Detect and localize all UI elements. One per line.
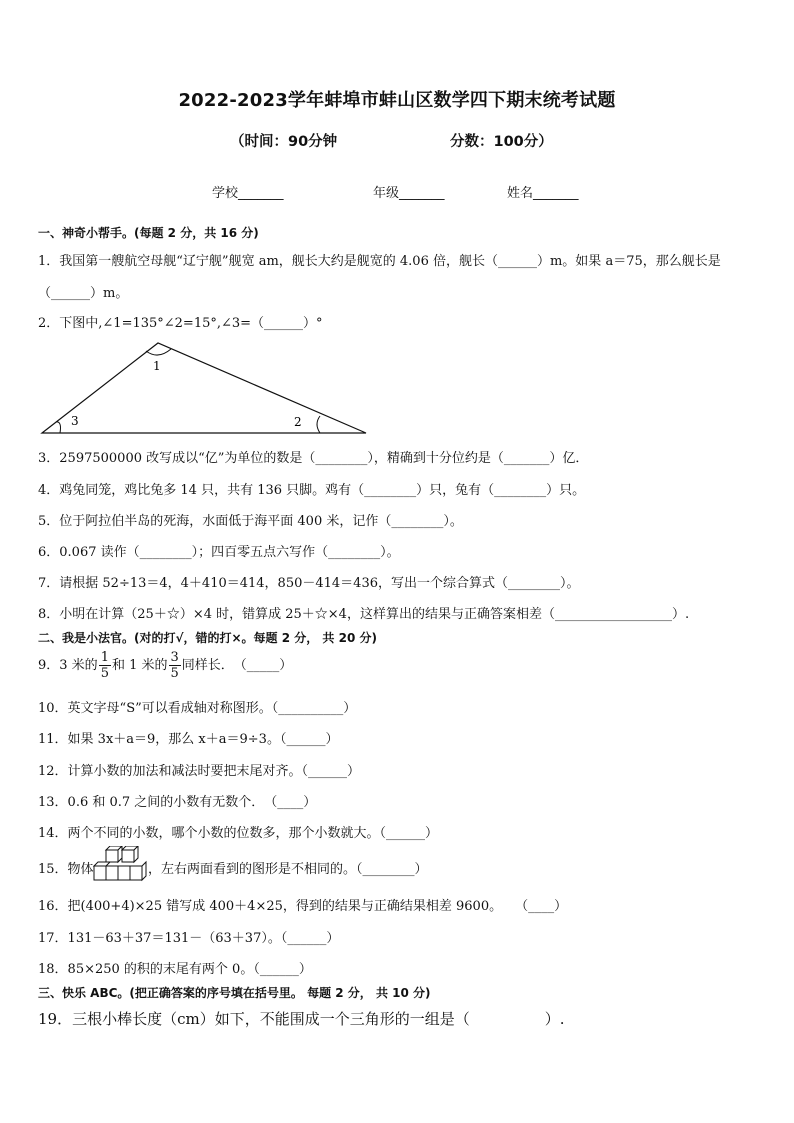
angle-2-label: 2 — [294, 415, 302, 429]
question-18: 18．85×250 的积的末尾有两个 0。（______） — [38, 962, 312, 977]
question-17: 17．131－63＋37＝131－（63＋37）。（______） — [38, 931, 340, 946]
question-16: 16．把(400+4)×25 错写成 400＋4×25，得到的结果与正确结果相差 9600。 （____） — [38, 899, 568, 914]
question-14: 14．两个不同的小数，哪个小数的位数多，那个小数就大。（______） — [38, 826, 439, 841]
section-heading-1: 一、神奇小帮手。(每题 2 分，共 16 分) — [38, 226, 259, 240]
question-4: 4．鸡兔同笼，鸡比兔多 14 只，共有 136 只脚。鸡有（________）只，兔有（________）只。 — [38, 483, 586, 498]
grade-field: 年级_______ — [373, 186, 445, 201]
question-19: 19．三根小棒长度（cm）如下，不能围成一个三角形的一组是（ ）. — [38, 1010, 565, 1028]
cube-stack-figure — [92, 846, 148, 884]
triangle-figure — [38, 338, 378, 438]
question-9-pre: 9．3 米的 — [38, 658, 98, 673]
question-10: 10．英文字母“S”可以看成轴对称图形。（__________） — [38, 701, 357, 716]
question-5: 5．位于阿拉伯半岛的死海，水面低于海平面 400 米，记作（________）。 — [38, 514, 463, 529]
page-title: 2022-2023学年蚌埠市蚌山区数学四下期末统考试题 — [178, 90, 616, 111]
question-9-mid: 和 1 米的 — [111, 658, 168, 673]
exam-score: 分数：100分） — [450, 134, 553, 150]
question-8: 8．小明在计算（25＋☆）×4 时，错算成 25＋☆×4，这样算出的结果与正确答案相差（__________________）. — [38, 607, 690, 622]
question-7: 7．请根据 52÷13＝4，4＋410＝414，850－414＝436，写出一个综合算式（________）。 — [38, 576, 580, 591]
question-1: 1．我国第一艘航空母舰“辽宁舰”舰宽 am，舰长大约是舰宽的 4.06 倍，舰长（______）m。如果 a＝75，那么舰长是 — [38, 254, 721, 269]
question-2: 2．下图中,∠1=135°∠2=15°,∠3=（______）° — [38, 316, 323, 331]
fraction-three-fifths: $\frac{3}{5}$ — [170, 650, 179, 681]
question-15-post: ，左右两面看到的图形是不相同的。（________） — [148, 862, 428, 877]
name-field: 姓名_______ — [507, 186, 579, 201]
question-9 — [38, 650, 292, 681]
question-13: 13．0.6 和 0.7 之间的小数有无数个． （____） — [38, 795, 317, 810]
section-heading-2: 二、我是小法官。(对的打√，错的打×。每题 2 分， 共 20 分) — [38, 631, 377, 645]
question-12: 12．计算小数的加法和减法时要把末尾对齐。（______） — [38, 764, 361, 779]
fraction-one-fifth: $\frac{1}{5}$ — [100, 650, 109, 681]
question-9-post: 同样长． （_____） — [181, 658, 293, 673]
question-6: 6．0.067 读作（________）；四百零五点六写作（________）。 — [38, 545, 400, 560]
question-11: 11．如果 3x＋a＝9，那么 x＋a＝9÷3。（______） — [38, 732, 339, 747]
section-heading-3: 三、快乐 ABC。(把正确答案的序号填在括号里。 每题 2 分， 共 10 分) — [38, 986, 431, 1000]
school-field: 学校_______ — [212, 186, 284, 201]
question-3: 3．2597500000 改写成以“亿”为单位的数是（________），精确到十分位约是（_______）亿． — [38, 451, 589, 466]
angle-3-label: 3 — [71, 414, 79, 428]
question-15-pre: 15．物体 — [38, 862, 94, 877]
question-1-cont: （______）m。 — [38, 286, 129, 301]
angle-1-label: 1 — [153, 359, 161, 373]
exam-time: （时间：90分钟 — [230, 134, 338, 150]
